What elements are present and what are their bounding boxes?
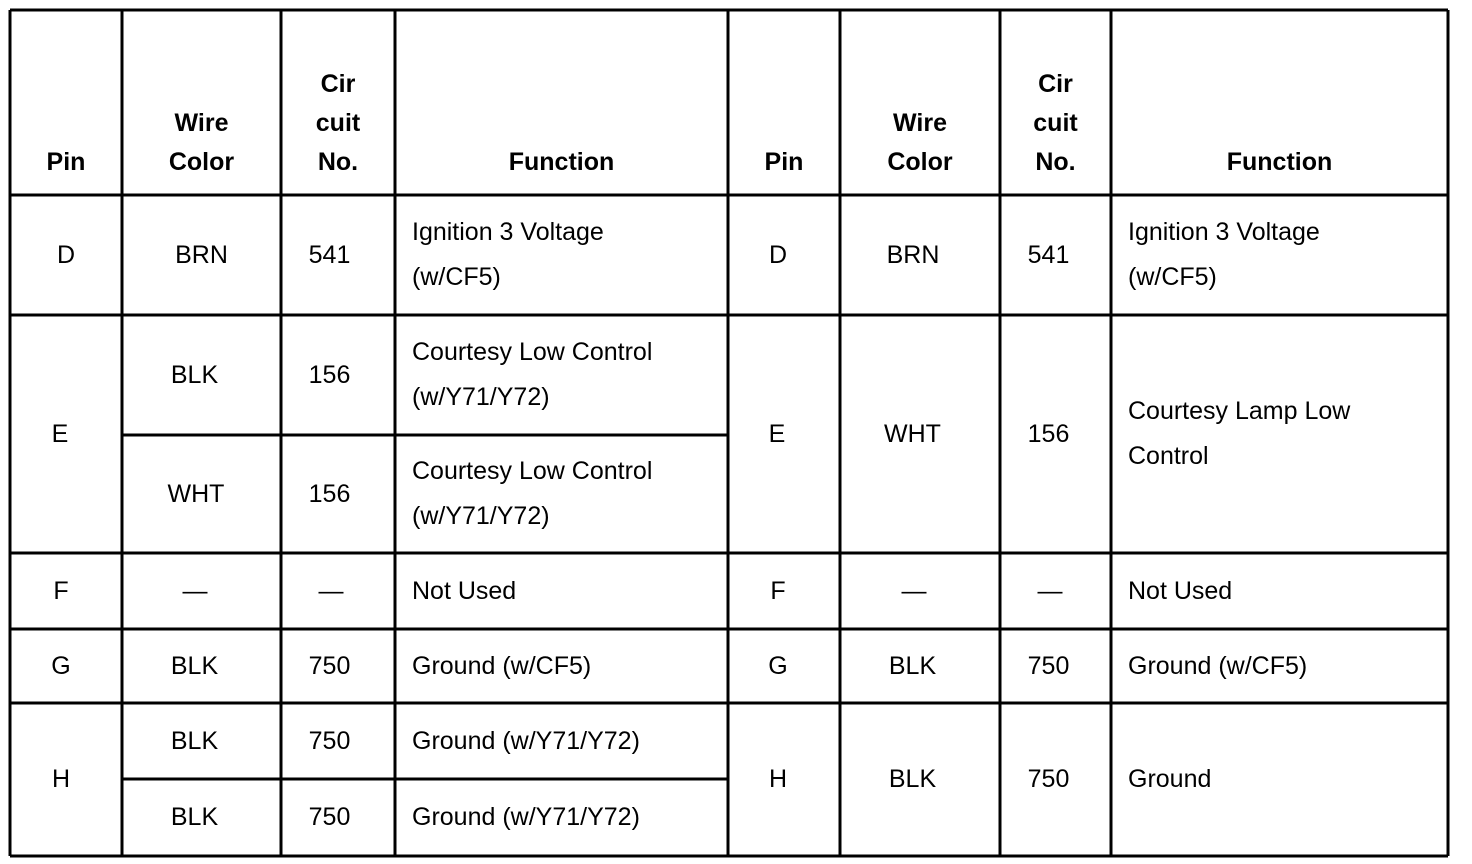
left-f-function: Not Used — [412, 576, 517, 605]
left-h2-wire: BLK — [170, 803, 219, 831]
left-g-pin: G — [51, 651, 71, 680]
right-g-pin: G — [768, 651, 788, 680]
left-g-circuit: 750 — [308, 651, 351, 680]
left-e-pin: E — [51, 419, 69, 448]
left-e2-wire: WHT — [167, 479, 225, 508]
left-e1-circuit: 156 — [308, 360, 351, 389]
left-d-pin: D — [56, 240, 76, 269]
left-e2-function: Courtesy Low Control (w/Y71/Y72) — [412, 457, 653, 530]
left-h2-circuit: 750 — [308, 803, 351, 831]
left-h1-circuit: 750 — [308, 726, 351, 755]
right-e-circuit: 156 — [1027, 419, 1070, 448]
right-f-wire: — — [901, 576, 927, 605]
header-wire-color-right: Wire Color — [887, 109, 953, 176]
right-h-function: Ground — [1128, 765, 1212, 793]
right-g-circuit: 750 — [1027, 651, 1070, 680]
right-f-function: Not Used — [1128, 576, 1233, 605]
left-h1-function: Ground (w/Y71/Y72) — [412, 726, 640, 755]
header-circuit-no: Cir cuit No. — [315, 70, 361, 176]
header-function-right: Function — [1226, 148, 1333, 176]
right-d-circuit: 541 — [1027, 240, 1070, 269]
right-e-function: Courtesy Lamp Low Control — [1128, 397, 1351, 470]
header-function: Function — [508, 148, 615, 176]
left-f-wire: — — [182, 576, 208, 605]
left-f-circuit: — — [318, 576, 344, 605]
right-h-wire: BLK — [888, 765, 937, 793]
right-h-circuit: 750 — [1027, 765, 1070, 793]
right-d-function: Ignition 3 Voltage (w/CF5) — [1128, 218, 1320, 291]
left-d-wire: BRN — [175, 240, 228, 269]
right-e-wire: WHT — [884, 419, 941, 448]
right-f-circuit: — — [1037, 576, 1063, 605]
left-e1-function: Courtesy Low Control (w/Y71/Y72) — [412, 338, 653, 411]
left-g-wire: BLK — [170, 651, 219, 680]
right-g-wire: BLK — [888, 651, 937, 680]
right-f-pin: F — [770, 576, 786, 605]
left-e2-circuit: 156 — [308, 479, 351, 508]
right-e-pin: E — [768, 419, 786, 448]
header-pin: Pin — [46, 148, 86, 176]
left-h2-function: Ground (w/Y71/Y72) — [412, 803, 640, 831]
left-h1-wire: BLK — [170, 726, 219, 755]
left-d-circuit: 541 — [308, 240, 351, 269]
header-pin-right: Pin — [764, 148, 804, 176]
left-f-pin: F — [53, 576, 69, 605]
header-circuit-no-right: Cir cuit No. — [1033, 70, 1078, 176]
left-e1-wire: BLK — [170, 360, 219, 389]
right-d-pin: D — [768, 240, 788, 269]
right-g-function: Ground (w/CF5) — [1128, 651, 1308, 680]
left-d-function: Ignition 3 Voltage (w/CF5) — [412, 218, 604, 291]
left-g-function: Ground (w/CF5) — [412, 651, 592, 680]
left-h-pin: H — [51, 765, 71, 793]
header-wire-color: Wire Color — [168, 109, 235, 176]
right-h-pin: H — [768, 765, 788, 793]
right-d-wire: BRN — [886, 240, 940, 269]
